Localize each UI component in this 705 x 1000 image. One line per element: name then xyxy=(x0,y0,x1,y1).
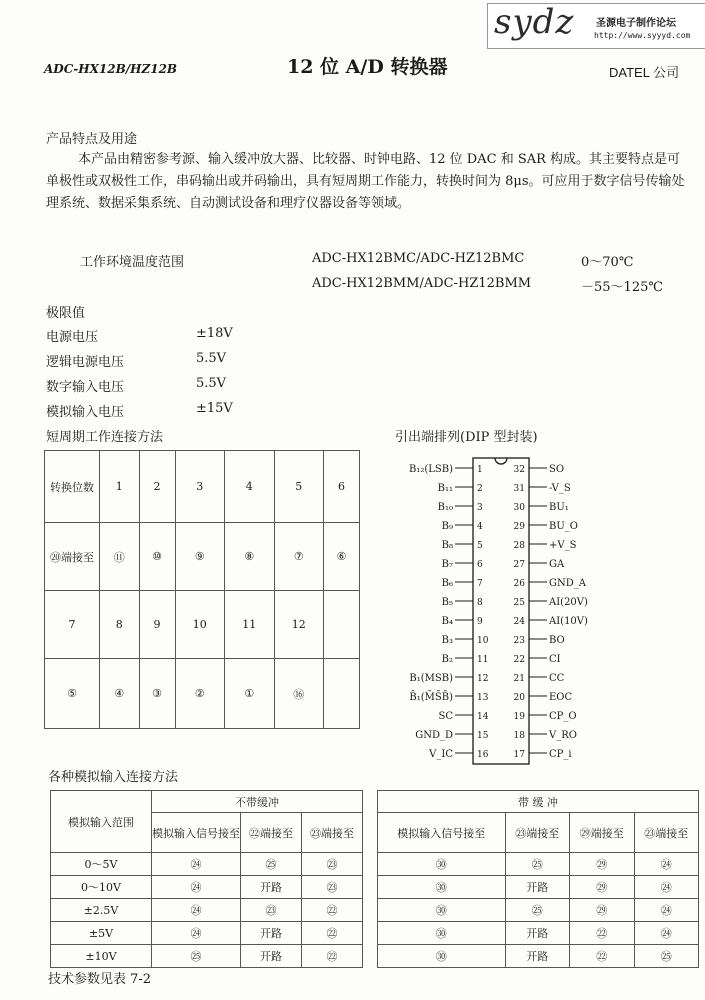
table-cell: ㉒ xyxy=(302,922,363,945)
table-cell: ㉒ xyxy=(302,899,363,922)
table-cell: ⑦ xyxy=(274,523,324,591)
pin-number: 5 xyxy=(477,541,483,551)
table-cell: 开路 xyxy=(241,945,302,968)
table-cell: ⑩ xyxy=(139,523,175,591)
table-cell: 12 xyxy=(274,591,324,659)
pin-number: 9 xyxy=(477,617,483,627)
table-cell: ㉕ xyxy=(241,853,302,876)
pin-number: 30 xyxy=(513,503,525,513)
table-header: 模拟输入范围 xyxy=(51,791,152,853)
table-cell: 3 xyxy=(175,451,225,523)
pin-label: B₉ xyxy=(441,521,453,532)
table-cell xyxy=(324,591,360,659)
table-row xyxy=(45,591,360,659)
table-cell: ㉒ xyxy=(570,945,634,968)
pin-number: 8 xyxy=(477,598,483,608)
limit-label: 模拟输入电压 xyxy=(46,405,125,420)
limits-heading: 极限值 xyxy=(46,306,86,321)
table-cell: 8 xyxy=(100,591,140,659)
limit-value: ±18V xyxy=(196,326,233,341)
footer-note: 技术参数见表 7-2 xyxy=(48,972,152,987)
table-row xyxy=(45,659,360,729)
limit-label: 数字输入电压 xyxy=(46,380,125,395)
limit-value: 5.5V xyxy=(196,376,227,391)
pin-number: 6 xyxy=(477,560,483,570)
pin-label: SC xyxy=(438,711,453,722)
table-cell: ⑤ xyxy=(45,659,100,729)
table-cell: 7 xyxy=(45,591,100,659)
table-header: ㉓端接至 xyxy=(302,813,363,853)
logo-mark: sydz xyxy=(494,2,575,42)
temp-model-1: ADC-HX12BMC/ADC-HZ12BMC xyxy=(312,251,525,266)
pin-label: BU_O xyxy=(549,521,578,532)
limit-value: 5.5V xyxy=(196,351,227,366)
pin-number: 26 xyxy=(513,579,525,589)
pin-label: B₅ xyxy=(441,597,453,608)
table-cell: ±5V xyxy=(51,922,152,945)
temp-label: 工作环境温度范围 xyxy=(80,255,185,270)
pin-number: 17 xyxy=(513,750,525,760)
limit-value: ±15V xyxy=(196,401,233,416)
table-cell: ±10V xyxy=(51,945,152,968)
table-cell: ⑧ xyxy=(225,523,275,591)
pin-label: B₆ xyxy=(441,578,453,589)
pin-number: 31 xyxy=(513,484,525,494)
limit-label: 电源电压 xyxy=(46,330,99,345)
pin-label: +V_S xyxy=(549,540,577,551)
ic-notch xyxy=(495,458,507,464)
pins-right xyxy=(514,464,588,760)
table-cell: ㉕ xyxy=(152,945,241,968)
table-cell: ㉔ xyxy=(152,922,241,945)
features-paragraph: 本产品由精密参考源、输入缓冲放大器、比较器、时钟电路、12 位 DAC 和 SAR 构成。其主要特点是可单极性或双极性工作，串码输出或并码输出，具有短周期工作能力，转换时间为 8μs。可应用于数字信号传输处理系统、数据采集系统、自动测试设备和理疗仪器设备等领域。 xyxy=(46,152,685,211)
pin-number: 32 xyxy=(513,465,525,475)
table-cell: ⑯ xyxy=(274,659,324,729)
pin-number: 29 xyxy=(513,522,525,532)
page-title: 12 位 A/D 转换器 xyxy=(287,56,448,78)
pin-label: B₈ xyxy=(441,540,453,551)
table-cell xyxy=(324,659,360,729)
pin-label: B₁(MSB) xyxy=(409,673,453,684)
table-cell: 0～10V xyxy=(51,876,152,899)
pin-label: B₁₁ xyxy=(437,483,453,494)
pin-number: 27 xyxy=(513,560,525,570)
pin-number: 20 xyxy=(513,693,525,703)
pins-left xyxy=(409,464,489,760)
pin-number: 1 xyxy=(477,465,483,475)
table-cell: ① xyxy=(225,659,275,729)
table-cell: 开路 xyxy=(241,922,302,945)
pin-number: 25 xyxy=(513,598,525,608)
table-cell: ㉙ xyxy=(570,853,634,876)
table-cell: ㉚ xyxy=(378,876,506,899)
table-cell: 开路 xyxy=(505,876,569,899)
analog-table xyxy=(50,790,699,968)
pinout-heading: 引出端排列(DIP 型封装) xyxy=(395,430,538,445)
table-cell: ㉔ xyxy=(634,876,699,899)
pin-number: 11 xyxy=(477,655,489,665)
table-cell: ㉚ xyxy=(378,853,506,876)
pin-label: EOC xyxy=(549,692,573,703)
pin-label: AI(20V) xyxy=(549,597,588,608)
pin-number: 16 xyxy=(477,750,489,760)
logo-site-name: 圣源电子制作论坛 xyxy=(596,18,676,29)
table-cell: 5 xyxy=(274,451,324,523)
table-header: ㉙端接至 xyxy=(570,813,634,853)
table-row xyxy=(51,791,699,813)
table-cell: 10 xyxy=(175,591,225,659)
table-cell: 1 xyxy=(100,451,140,523)
table-cell: ㉒ xyxy=(302,945,363,968)
table-cell: ㉚ xyxy=(378,922,506,945)
pin-label: B₂ xyxy=(441,654,453,665)
pin-number: 14 xyxy=(477,712,489,722)
table-cell: ㉚ xyxy=(378,899,506,922)
pin-number: 4 xyxy=(477,522,483,532)
table-header: ㉓端接至 xyxy=(634,813,699,853)
pin-label: SO xyxy=(549,464,565,475)
table-header: 模拟输入信号接至 xyxy=(152,813,241,853)
pin-label: AI(10V) xyxy=(549,616,588,627)
table-cell: 开路 xyxy=(505,922,569,945)
table-header: ㉒端接至 xyxy=(241,813,302,853)
table-cell: 4 xyxy=(225,451,275,523)
table-row xyxy=(45,451,360,523)
temp-range-1: 0～70℃ xyxy=(581,255,634,270)
pin-label: GA xyxy=(549,559,565,570)
pin-number: 23 xyxy=(513,636,525,646)
pin-label: CI xyxy=(549,654,561,665)
table-cell: ⑳端接至 xyxy=(45,523,100,591)
pin-label: B₁₀ xyxy=(437,502,453,513)
table-cell: ㉓ xyxy=(302,853,363,876)
table-cell: ㉙ xyxy=(570,899,634,922)
short-cycle-heading: 短周期工作连接方法 xyxy=(46,430,164,445)
table-cell: 2 xyxy=(139,451,175,523)
table-cell: ② xyxy=(175,659,225,729)
pin-label: CP_O xyxy=(549,711,577,722)
pin-label: V_RO xyxy=(549,730,577,741)
pin-number: 19 xyxy=(513,712,525,722)
pinout-diagram xyxy=(385,452,635,772)
table-cell: 0～5V xyxy=(51,853,152,876)
pin-number: 12 xyxy=(477,674,489,684)
pin-number: 18 xyxy=(513,731,525,741)
table-cell: ㉔ xyxy=(152,876,241,899)
table-gap xyxy=(363,791,378,968)
logo-url: http://www.syyyd.com xyxy=(594,31,691,40)
short-cycle-table xyxy=(44,450,360,729)
table-cell: ㉕ xyxy=(634,945,699,968)
table-cell: ㉙ xyxy=(570,876,634,899)
pin-label: B₁₂(LSB) xyxy=(408,464,453,475)
table-cell: 开路 xyxy=(241,876,302,899)
pin-number: 3 xyxy=(477,503,483,513)
table-header: ㉓端接至 xyxy=(505,813,569,853)
pin-number: 10 xyxy=(477,636,489,646)
table-cell: ③ xyxy=(139,659,175,729)
pin-label: CC xyxy=(549,673,565,684)
watermark-logo xyxy=(487,3,705,49)
pin-number: 7 xyxy=(477,579,483,589)
table-cell: 转换位数 xyxy=(45,451,100,523)
table-cell: 6 xyxy=(324,451,360,523)
pin-number: 13 xyxy=(477,693,489,703)
table-cell: 开路 xyxy=(505,945,569,968)
temp-model-2: ADC-HX12BMM/ADC-HZ12BMM xyxy=(312,276,532,291)
pin-number: 28 xyxy=(513,541,525,551)
table-cell: ⑥ xyxy=(324,523,360,591)
pin-number: 21 xyxy=(513,674,525,684)
pin-number: 24 xyxy=(513,617,525,627)
table-cell: ㉒ xyxy=(570,922,634,945)
table-cell: ㉔ xyxy=(634,853,699,876)
pin-number: 15 xyxy=(477,731,489,741)
table-cell: ㉓ xyxy=(241,899,302,922)
table-cell: 11 xyxy=(225,591,275,659)
pin-label: B̄₁(M̄S̄B̄) xyxy=(409,692,453,703)
company-name: DATEL 公司 xyxy=(609,65,680,80)
pin-label: CP_i xyxy=(549,749,572,760)
table-cell: ㉔ xyxy=(152,853,241,876)
features-heading: 产品特点及用途 xyxy=(46,132,138,147)
table-header: 带 缓 冲 xyxy=(378,791,699,813)
table-cell: ㉔ xyxy=(634,922,699,945)
table-cell: ±2.5V xyxy=(51,899,152,922)
table-cell: ④ xyxy=(100,659,140,729)
table-cell: 9 xyxy=(139,591,175,659)
pin-number: 2 xyxy=(477,484,483,494)
table-cell: ㉓ xyxy=(302,876,363,899)
model-header: ADC-HX12B/HZ12B xyxy=(44,62,178,76)
pin-label: BO xyxy=(549,635,565,646)
pin-label: V_IC xyxy=(429,749,453,760)
pin-label: GND_D xyxy=(415,730,453,741)
table-cell: ㉔ xyxy=(152,899,241,922)
pin-label: B₃ xyxy=(441,635,453,646)
table-header: 模拟输入信号接至 xyxy=(378,813,506,853)
table-cell: ㉕ xyxy=(505,899,569,922)
table-header: 不带缓冲 xyxy=(152,791,363,813)
table-cell: ㉚ xyxy=(378,945,506,968)
table-row xyxy=(45,523,360,591)
table-cell: ⑪ xyxy=(100,523,140,591)
pin-label: B₇ xyxy=(441,559,453,570)
pin-label: BU₁ xyxy=(549,502,569,513)
temp-range-2: －55～125℃ xyxy=(581,280,663,295)
pin-label: GND_A xyxy=(549,578,586,589)
table-cell: ⑨ xyxy=(175,523,225,591)
table-cell: ㉕ xyxy=(505,853,569,876)
limit-label: 逻辑电源电压 xyxy=(46,355,125,370)
pin-number: 22 xyxy=(513,655,525,665)
table-cell: ㉔ xyxy=(634,899,699,922)
pin-label: -V_S xyxy=(549,483,571,494)
analog-heading: 各种模拟输入连接方法 xyxy=(48,770,179,785)
pin-label: B₄ xyxy=(441,616,453,627)
